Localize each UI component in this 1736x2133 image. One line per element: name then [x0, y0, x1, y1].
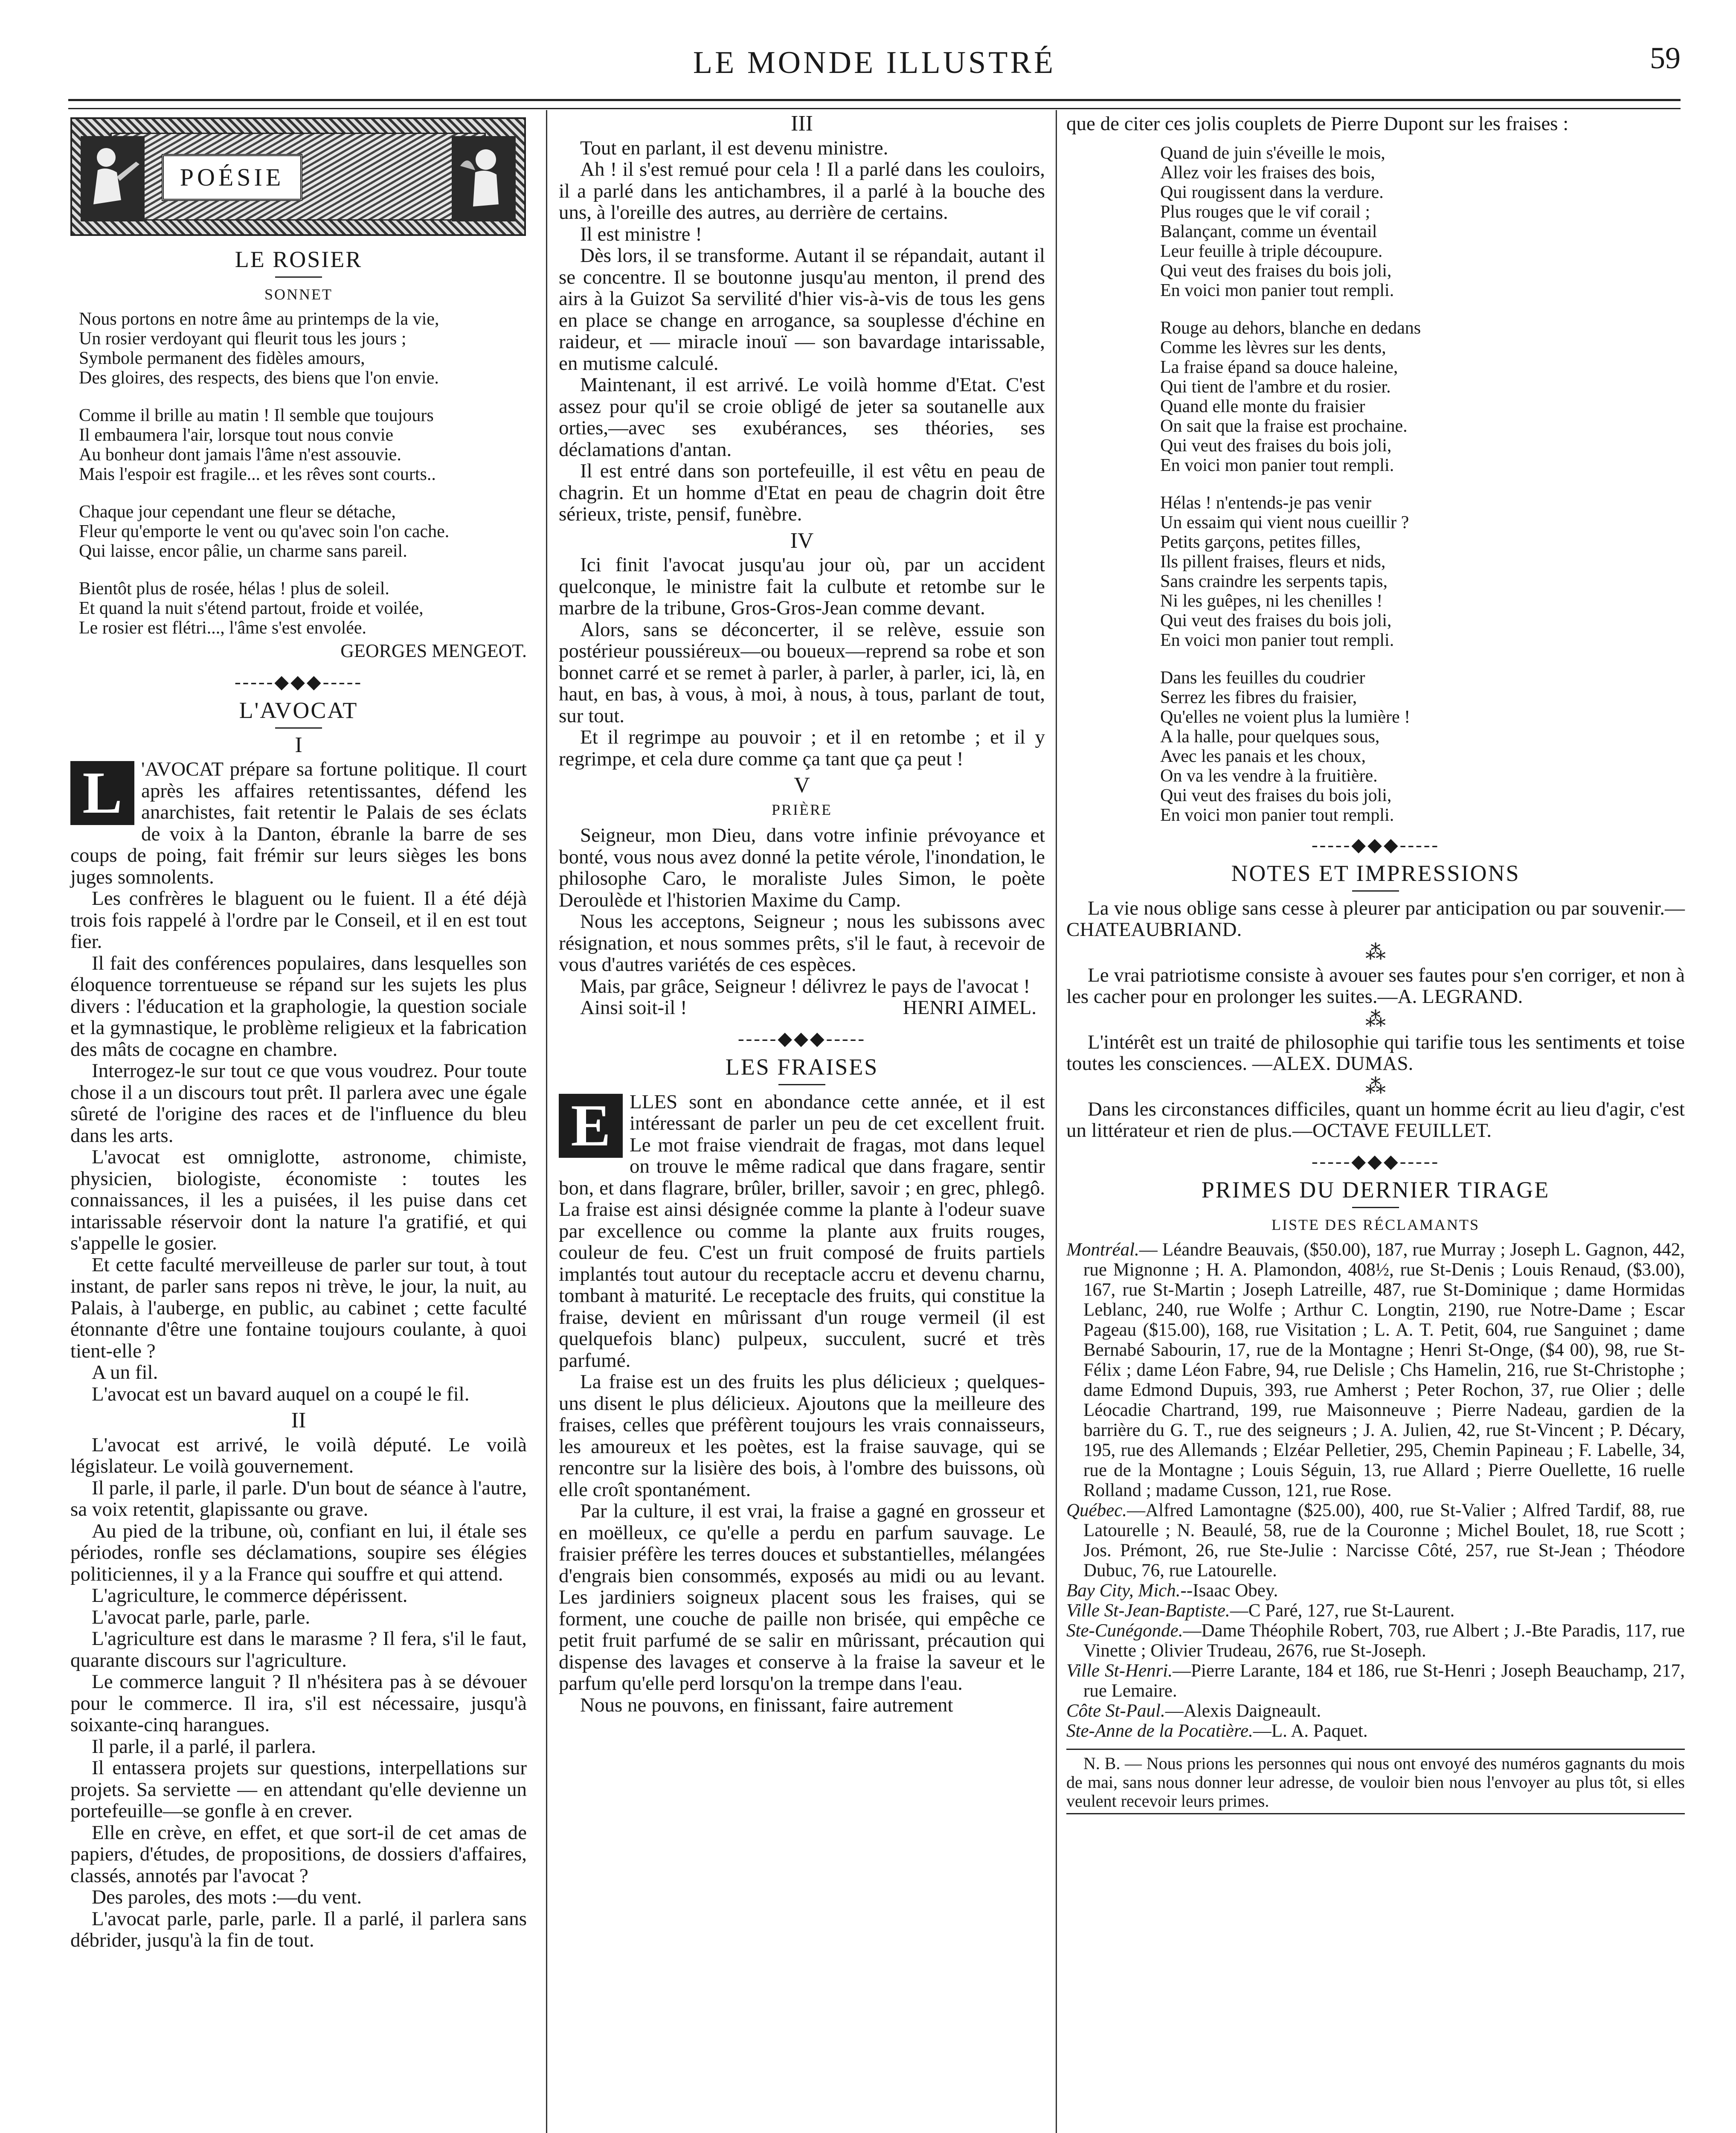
paragraph: Il parle, il parle, il parle. D'un bout de séance à l'autre, sa voix retentit, glapissante ou grave. [70, 1476, 527, 1520]
paragraph: Nous les acceptons, Seigneur ; nous les subissons avec résignation, et nous sommes prêts, s'il le faut, à recevoir de vous d'autres variétés de ces espèces. [559, 910, 1045, 976]
paragraph: Dès lors, il se transforme. Autant il se répandait, autant il se concentre. Il se boutonne jusqu'au menton, il prend des airs à la Guizot Sa servilité d'hier vis-à-vis de tous les gens en place se change en arrogance, sa souplesse d'échine en raideur, et — miracle inouï — son bavardage intarissable, en mutisme calculé. [559, 244, 1045, 375]
section-number-I: I [295, 732, 302, 757]
reclamant-entry: Ville St-Henri.—Pierre Larante, 184 et 186, rue St-Henri ; Joseph Beauchamp, 217, rue Lemaire. [1066, 1661, 1685, 1701]
poem-line: En voici mon panier tout rempli. [1160, 280, 1394, 300]
section-fleuron: -----◆◆◆----- [1311, 1151, 1440, 1172]
reclamant-entry: Bay City, Mich.--Isaac Obey. [1066, 1581, 1278, 1601]
poem-line: Allez voir les fraises des bois, [1160, 163, 1375, 183]
asterism: ⁂ [1365, 1075, 1386, 1098]
paragraph: La fraise est un des fruits les plus délicieux ; quelques-uns disent le plus délicieux. Ajoutons que la meilleure des fraises, celles que préfèrent toujours les vrais connaisseurs, les amoureux et les poètes, est la fraise sauvage, qui se rencontre sur la lisière des bois, à l'ombre des buissons, où elle croît spontanément. [559, 1371, 1045, 1501]
poem-stanza [79, 579, 527, 638]
reclamant-entry: Ste-Anne de la Pocatière.—L. A. Paquet. [1066, 1721, 1368, 1741]
poem-line: On sait que la fraise est prochaine. [1160, 416, 1408, 436]
poesie-banner [70, 117, 526, 236]
section-fleuron: -----◆◆◆----- [737, 1028, 866, 1049]
poem-line: Qui veut des fraises du bois joli, [1160, 610, 1392, 631]
poem-line: Il embaumera l'air, lorsque tout nous convie [79, 425, 394, 445]
poem-stanza [79, 309, 527, 388]
nb-notice: N. B. — Nous prions les personnes qui nous ont envoyé des numéros gagnants du mois de mai, sans nous donner leur adresse, de vouloir bien nous l'envoyer au plus tôt, si elles veulent recevoir leurs primes. [1066, 1754, 1685, 1814]
section-number-II: II [291, 1408, 306, 1433]
poem-line: Fleur qu'emporte le vent ou qu'avec soin l'on cache. [79, 522, 450, 541]
poem-line: Plus rouges que le vif corail ; [1160, 202, 1370, 222]
note-author: A. LEGRAND. [1397, 985, 1523, 1008]
reclamant-entry: Montréal.— Léandre Beauvais, ($50.00), 187, rue Murray ; Joseph L. Gagnon, 442, rue Mignonne ; H. A. Plamondon, 408½, rue St-Denis ; Louis Renaud, ($3.00), 167, rue St-Martin ; Joseph Latreille, 487, rue St-Dominique ; dame Hormidas Leblanc, 240, rue Wolfe ; Arthur C. Longtin, 2190, rue Notre-Dame ; Escar Pageau ($15.00), 168, rue Visitation ; L. A. T. Petit, 604, rue Sanguinet ; dame Bernabé Sabourin, 17, rue de la Montagne ; Henri St-Onge, ($4 00), 98, rue St-Félix ; dame Léon Fabre, 94, rue Delisle ; Chs Hamelin, 216, rue St-Christophe ; dame Edmond Dupuis, 393, rue Amherst ; Peter Rochon, 37, rue Olier ; delle Léocadie Chartrand, 199, rue Maisonneuve ; Pierre Nadeau, gardien de la barrière du G. T., rue des seigneurs ; J. A. Julien, 42, rue St-Vincent ; P. Décary, 195, rue des Allemands ; Elzéar Pelletier, 295, Chemin Papineau ; F. Labelle, 34, rue de la Montagne ; Louis Séguin, 13, rue Allard ; Pierre Ouellette, 16 ruelle Rolland ; madame Cusson, 121, rue Rose. [1066, 1240, 1685, 1500]
reclamant-entry: Côte St-Paul.—Alexis Daigneault. [1066, 1701, 1321, 1721]
reclamant-entry: Ville St-Jean-Baptiste.—C Paré, 127, rue St-Laurent. [1066, 1601, 1455, 1621]
paragraph: L'avocat parle, parle, parle. Il a parlé, il parlera sans débrider, jusqu'à la fin de tout. [70, 1907, 527, 1951]
poem-line: Rouge au dehors, blanche en dedans [1160, 318, 1421, 338]
masthead-rule [68, 99, 1681, 109]
poem-line: Qui veut des fraises du bois joli, [1160, 261, 1392, 281]
title-rule [275, 727, 322, 729]
paragraph: Ici finit l'avocat jusqu'au jour où, par un accident quelconque, le ministre fait la culbute et retombe sur le marbre de la tribune, Gros-Gros-Jean comme devant. [559, 554, 1045, 619]
poem-line: Qui veut des fraises du bois joli, [1160, 785, 1392, 805]
avocat-title: L'AVOCAT [239, 697, 358, 723]
section-number-IV: IV [790, 528, 814, 553]
poem-line: On va les vendre à la fruitière. [1160, 766, 1378, 786]
drop-cap-letter: E [559, 1094, 623, 1158]
paragraph: E LLES sont en abondance cette année, et il est intéressant de parler un peu de cet excellent fruit. Le mot fraise viendrait de fragas, mot dans lequel on trouve le même radical que dans fragare, sentir bon, et dans flagrare, brûler, briller, savoir ; en grec, phlegô. La fraise est ainsi désignée comme la plante à l'odeur suave par excellence ou comme la plante aux fruits rouges, couleur de feu. C'est un fruit composé de fruits partiels implantés tout autour du receptacle accru et devenu charnu, tombant à maturité. Le receptacle des fruits, qui constitue la fraise, devient en mûrissant d'un rouge vermeil (il est quelquefois blanc) pulpeux, succulent, sucré et très parfumé. [559, 1090, 1045, 1372]
paragraph: que de citer ces jolis couplets de Pierre Dupont sur les fraises : [1066, 113, 1569, 135]
dupont-poem [1160, 143, 1685, 825]
poem-line: Un rosier verdoyant qui fleurit tous les jours ; [79, 329, 406, 349]
drop-cap-letter: L [70, 761, 134, 825]
paragraph: Et cette faculté merveilleuse de parler sur tout, à tout instant, de parler sans repos ni trève, le jour, la nuit, au Palais, à l'auberge, en public, au cabinet ; cette faculté étonnante d'être une fontaine toujours coulante, à quoi tient-elle ? [70, 1253, 527, 1362]
section-number-III: III [791, 111, 813, 136]
poem-line: Dans les feuilles du coudrier [1160, 668, 1365, 688]
paragraph: Alors, sans se déconcerter, il se relève, essuie son postérieur poussiéreux—ou boueux—reprend sa robe et son bonnet carré et se remet à parler, à parler, à parler, ici, là, en haut, en bas, à vous, à moi, à nous, à tous, parlant de tout, sur tout. [559, 618, 1045, 727]
paragraph: L'avocat parle, parle, parle. [92, 1606, 311, 1628]
avocat-signature: HENRI AIMEL. [903, 997, 1036, 1019]
poem-line: Leur feuille à triple découpure. [1160, 241, 1383, 261]
note-author: OCTAVE FEUILLET. [1312, 1119, 1492, 1142]
poem-line: La fraise épand sa douce haleine, [1160, 357, 1398, 377]
paragraph: A un fil. [92, 1361, 158, 1383]
newspaper-title: LE MONDE ILLUSTRÉ [693, 45, 1056, 80]
rosier-poem [79, 309, 527, 638]
paragraph: Mais, par grâce, Seigneur ! délivrez le pays de l'avocat ! [580, 975, 1031, 997]
column-2 [559, 113, 1045, 1716]
poem-line: Hélas ! n'entends-je pas venir [1160, 493, 1372, 513]
poem-line: Symbole permanent des fidèles amours, [79, 349, 365, 368]
rosier-subtitle: SONNET [264, 285, 333, 303]
poem-stanza [1160, 318, 1685, 475]
column-3 [1066, 113, 1685, 1814]
reclamant-entry: Ste-Cunégonde.—Dame Théophile Robert, 703, rue Albert ; J.-Bte Paradis, 117, rue Vinette ; Olivier Trudeau, 2676, rue St-Joseph. [1066, 1621, 1685, 1661]
poem-line: Quand de juin s'éveille le mois, [1160, 143, 1385, 163]
ainsi-soit-il: Ainsi soit-il ! [580, 997, 687, 1019]
paragraph: Les confrères le blaguent ou le fuient. Il a été déjà trois fois rappelé à l'ordre par le Conseil, et il en est tout fier. [70, 887, 527, 953]
paragraph: Et il regrimpe au pouvoir ; et il en retombe ; et il y regrimpe, et cela dure comme ça tant que ça peut ! [559, 726, 1045, 770]
note-quote: La vie nous oblige sans cesse à pleurer par anticipation ou par souvenir.—CHATEAUBRIAND. [1066, 897, 1685, 941]
paragraph: Au pied de la tribune, où, confiant en lui, il étale ses périodes, ronfle ses déclamations, soupire ses élégies politiciennes, il y a la France qui souffre et qui attend. [70, 1520, 527, 1585]
title-rule [1352, 890, 1399, 892]
poem-line: En voici mon panier tout rempli. [1160, 455, 1394, 475]
poem-line: Quand elle monte du fraisier [1160, 396, 1365, 416]
page-number: 59 [1650, 41, 1681, 75]
paragraph: Tout en parlant, il est devenu ministre. [580, 137, 888, 159]
poem-stanza [79, 502, 527, 561]
paragraph: L 'AVOCAT prépare sa fortune politique. Il court après les affaires retentissantes, défend les anarchistes, fait retentir le Palais de ses éclats de voix à la Danton, ébranle la barre de ses coups de poing, fait frémir sur leurs sièges les bons juges somnolents. [70, 758, 527, 888]
note-quote: Le vrai patriotisme consiste à avouer ses fautes pour s'en corriger, et non à les cacher pour en prolonger les suites.—A. LEGRAND. [1066, 964, 1685, 1008]
note-author: ALEX. DUMAS. [1272, 1052, 1414, 1075]
liste-title: LISTE DES RÉCLAMANTS [1271, 1216, 1480, 1233]
closing-line [559, 997, 1045, 1019]
poem-line: Comme il brille au matin ! Il semble que toujours [79, 406, 434, 425]
paragraph: L'agriculture est dans le marasme ? Il fera, s'il le faut, quarante discours sur l'agriculture. [70, 1627, 527, 1671]
poem-line: Ils pillent fraises, fleurs et nids, [1160, 552, 1386, 572]
paragraph: Il est entré dans son portefeuille, il est vêtu en peau de chagrin. Et un homme d'Etat en peau de chagrin doit être sérieux, triste, pensif, funèbre. [559, 460, 1045, 525]
list-rule [1066, 1741, 1685, 1750]
section-fleuron: -----◆◆◆----- [234, 671, 363, 692]
paragraph: Elle en crève, en effet, et que sort-il de cet amas de papiers, d'études, de propositions, de dossiers d'affaires, classés, annotés par l'avocat ? [70, 1821, 527, 1887]
primes-title: PRIMES DU DERNIER TIRAGE [1201, 1177, 1550, 1203]
paragraph: L'avocat est omniglotte, astronome, chimiste, physicien, biologiste, économiste : toutes les connaissances, il les a puisées, il les puise dans cet intarissable réservoir dont la nature l'a gratifié, et qui s'appelle le gosier. [70, 1146, 527, 1254]
cherub-figure-illustration [452, 136, 516, 221]
paragraph: Il fait des conférences populaires, dans lesquelles son éloquence torrentueuse se répand sur les sujets les plus divers : l'éducation et la graphologie, la question sociale et la gymnastique, le problème religieux et la fabrication des mâts de cocagne en chambre. [70, 952, 527, 1061]
poem-line: Chaque jour cependant une fleur se détache, [79, 502, 396, 522]
poem-line: Petits garçons, petites filles, [1160, 532, 1361, 552]
poem-line: Un essaim qui vient nous cueillir ? [1160, 512, 1409, 532]
poem-line: Comme les lèvres sur les dents, [1160, 337, 1386, 357]
paragraph: Il parle, il a parlé, il parlera. [92, 1735, 316, 1758]
poem-line: Des gloires, des respects, des biens que l'on envie. [79, 368, 439, 388]
reclamant-entry: Québec.—Alfred Lamontagne ($25.00), 400, rue St-Valier ; Alfred Tardif, 88, rue Latourelle ; N. Beaulé, 58, rue de la Couronne ; Michel Boulet, 18, rue Scott ; Jos. Prémont, 26, rue Ste-Julie : Narcisse Côté, 257, rue St-Jean ; Théodore Dubuc, 76, rue Latourelle. [1066, 1500, 1685, 1581]
paragraph: Par la culture, il est vrai, la fraise a gagné en grosseur et en moëlleux, ce qu'elle a perdu en parfum sauvage. Le fraisier préfère les terres douces et substantielles, mélangées d'engrais bien consommés, exposés au midi ou au levant. Les jardiniers soigneux placent sous les fraises, qui se forment, une couche de paille non brisée, qui empêche ce petit fruit parfumé de se salir en mûrissant, précaution qui dispense des lavages et conserve à la fraise la saveur et le parfum qu'elle perd lorsqu'on la trempe dans l'eau. [559, 1500, 1045, 1694]
notes-title: NOTES ET IMPRESSIONS [1231, 860, 1520, 886]
paragraph: L'avocat est arrivé, le voilà député. Le voilà législateur. Le voilà gouvernement. [70, 1433, 527, 1477]
paragraph: Nous ne pouvons, en finissant, faire autrement [580, 1694, 953, 1716]
poem-line: Mais l'espoir est fragile... et les rêves sont courts.. [79, 465, 436, 484]
asterism: ⁂ [1365, 941, 1386, 964]
paragraph: L'agriculture, le commerce dépérissent. [92, 1584, 408, 1607]
paragraph: Des paroles, des mots :—du vent. [92, 1886, 362, 1908]
poem-line: Qui veut des fraises du bois joli, [1160, 436, 1392, 456]
poem-line: Qui rougissent dans la verdure. [1160, 182, 1384, 202]
poesie-label: POÉSIE [162, 154, 302, 201]
poem-line: Serrez les fibres du fraisier, [1160, 687, 1357, 707]
paragraph: Il est ministre ! [580, 223, 702, 245]
note-quote: L'intérêt est un traité de philosophie qui tarifie tous les sentiments et toise toutes les consciences. —ALEX. DUMAS. [1066, 1031, 1685, 1075]
poem-line: Ni les guêpes, ni les chenilles ! [1160, 591, 1383, 611]
rosier-title: LE ROSIER [235, 247, 363, 272]
poem-line: Qui laisse, encor pâlie, un charme sans pareil. [79, 541, 407, 561]
poem-line: Qui tient de l'ambre et du rosier. [1160, 377, 1391, 397]
poem-stanza [1160, 668, 1685, 825]
poem-line: En voici mon panier tout rempli. [1160, 630, 1394, 650]
poem-line: Au bonheur dont jamais l'âme n'est assouvie. [79, 445, 401, 465]
title-rule [778, 1084, 825, 1085]
column-divider-1 [546, 110, 547, 2133]
title-rule [275, 276, 322, 278]
poem-line: Balançant, comme un éventail [1160, 221, 1377, 241]
poem-stanza [1160, 493, 1685, 650]
masthead [68, 36, 1681, 87]
poem-line: Qu'elles ne voient plus la lumière ! [1160, 707, 1411, 727]
priere-heading: PRIÈRE [771, 801, 832, 818]
paragraph: L'avocat est un bavard auquel on a coupé le fil. [92, 1383, 470, 1405]
paragraph: Seigneur, mon Dieu, dans votre infinie prévoyance et bonté, vous nous avez donné la petite vérole, l'inondation, le philosophe Caro, le moraliste Jules Simon, le poète Deroulède et l'historien Maxime du Camp. [559, 824, 1045, 911]
poem-line: Et quand la nuit s'étend partout, froide et voilée, [79, 599, 424, 618]
paragraph: Interrogez-le sur tout ce que vous voudrez. Pour toute chose il a un discours tout prêt. Il parlera avec une égale sûreté de l'origine des races et de l'influence du bleu dans les arts. [70, 1060, 527, 1147]
paragraph: Ah ! il s'est remué pour cela ! Il a parlé dans les couloirs, il a parlé dans les antichambres, il a parlé à la bouche des uns, à l'oreille des autres, au derrière de certains. [559, 158, 1045, 224]
note-quote: Dans les circonstances difficiles, quant un homme écrit au lieu d'agir, c'est un littérateur et rien de plus.—OCTAVE FEUILLET. [1066, 1098, 1685, 1142]
note-author: CHATEAUBRIAND. [1066, 918, 1242, 941]
poem-line: Nous portons en notre âme au printemps de la vie, [79, 309, 439, 329]
poem-line: Sans craindre les serpents tapis, [1160, 571, 1388, 591]
column-1 [70, 113, 527, 1951]
fraises-title: LES FRAISES [725, 1054, 879, 1080]
poem-line: En voici mon panier tout rempli. [1160, 805, 1394, 825]
paragraph: Maintenant, il est arrivé. Le voilà homme d'Etat. C'est assez pour qu'il se croie obligé de jeter sa soutanelle aux orties,—avec ses exubérances, ses théories, ses déclamations d'antan. [559, 374, 1045, 461]
poem-line: A la halle, pour quelques sous, [1160, 726, 1380, 747]
poem-stanza [1160, 143, 1685, 300]
paragraph: Le commerce languit ? Il n'hésitera pas à se dévouer pour le commerce. Il ira, s'il est nécessaire, jusqu'à soixante-cinq harangues. [70, 1671, 527, 1736]
poem-line: Bientôt plus de rosée, hélas ! plus de soleil. [79, 579, 389, 599]
asterism: ⁂ [1365, 1008, 1386, 1031]
rosier-signature: GEORGES MENGEOT. [340, 640, 527, 661]
section-number-V: V [794, 773, 810, 797]
title-rule [1352, 1207, 1399, 1208]
section-fleuron: -----◆◆◆----- [1311, 834, 1440, 855]
poem-line: Avec les panais et les choux, [1160, 746, 1366, 766]
poem-stanza [79, 406, 527, 484]
paragraph: Il entassera projets sur questions, interpellations sur projets. Sa serviette — en attendant qu'elle devienne un portefeuille—se gonfle à en crever. [70, 1757, 527, 1822]
notes-list [1066, 898, 1685, 1142]
column-divider-2 [1056, 110, 1057, 2133]
seated-figure-illustration [81, 136, 145, 221]
poem-line: Le rosier est flétri..., l'âme s'est envolée. [79, 618, 367, 638]
